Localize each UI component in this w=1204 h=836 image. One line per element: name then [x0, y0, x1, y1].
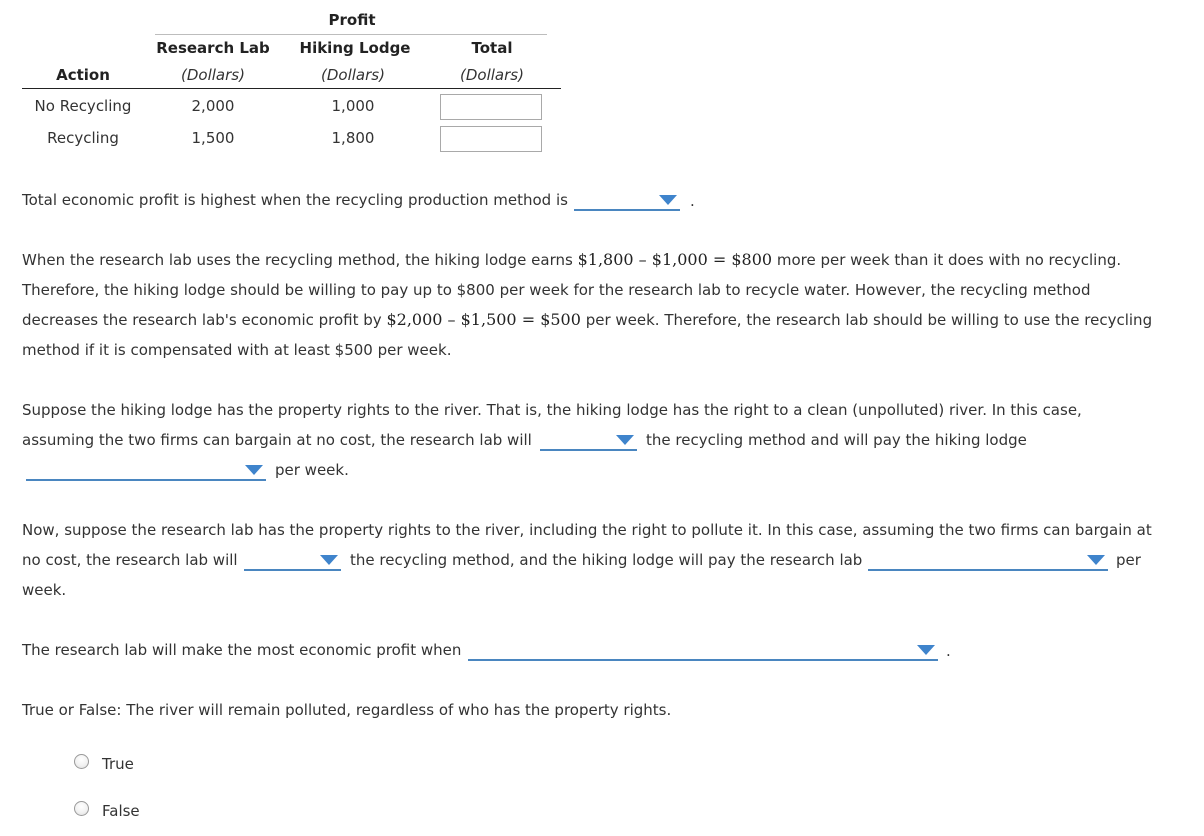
- row-hiking-lodge-value: 1,800: [331, 129, 375, 147]
- explanation-text: Therefore, the hiking lodge should be willing to pay up to $800 per week for the research lab to recycle water. However, the recycling method: [22, 281, 1091, 299]
- q2-text-after: the recycling method and will pay the hiking lodge: [646, 431, 1027, 449]
- col-unit-hiking-lodge: (Dollars): [321, 66, 385, 84]
- q1-period: .: [690, 192, 695, 210]
- chevron-down-icon: [659, 195, 677, 205]
- header-rule: [22, 88, 561, 89]
- explanation-text: decreases the research lab's economic profit by: [22, 311, 382, 329]
- radio-label-true[interactable]: True: [102, 755, 134, 773]
- q2-text: assuming the two firms can bargain at no cost, the research lab will: [22, 431, 532, 449]
- explanation-line-4: [22, 335, 451, 365]
- radio-label-false[interactable]: False: [102, 802, 140, 820]
- q3-text: no cost, the research lab will: [22, 551, 238, 569]
- explanation-text: more per week than it does with no recycling.: [776, 251, 1122, 269]
- chevron-down-icon: [1087, 555, 1105, 565]
- q1-text: Total economic profit is highest when the recycling production method is: [22, 191, 568, 209]
- q4-line: [22, 635, 461, 665]
- q3-text: week.: [22, 581, 67, 599]
- col-header-total: Total: [471, 39, 513, 57]
- q2-line-2a: [22, 425, 532, 455]
- chevron-down-icon: [917, 645, 935, 655]
- q4-condition-dropdown[interactable]: [468, 641, 938, 661]
- q5-text: True or False: The river will remain polluted, regardless of who has the property rights.: [22, 701, 672, 719]
- q2-research-lab-action-dropdown[interactable]: [540, 431, 637, 451]
- q3-per: per: [1116, 551, 1141, 569]
- row-hiking-lodge-value: 1,000: [331, 97, 375, 115]
- col-unit-total: (Dollars): [460, 66, 524, 84]
- q4-text: The research lab will make the most economic profit when: [22, 641, 462, 659]
- col-header-research-lab: Research Lab: [156, 39, 270, 57]
- q2-text: Suppose the hiking lodge has the property rights to the river. That is, the hiking lodge has the right to a clean (unpolluted) river. In this case,: [22, 401, 1082, 419]
- col-header-hiking-lodge: Hiking Lodge: [299, 39, 411, 57]
- q3-line-1: [22, 515, 1152, 545]
- explanation-line-1: [22, 245, 1121, 275]
- q2-per-week: per week.: [275, 461, 349, 479]
- q3-text-middle: the recycling method, and the hiking lodge will pay the research lab: [350, 551, 863, 569]
- q3-line-3: [22, 575, 66, 605]
- radio-button-false[interactable]: [74, 801, 89, 816]
- q3-research-lab-action-dropdown[interactable]: [244, 551, 341, 571]
- q1-line: [22, 185, 568, 215]
- total-input-recycling[interactable]: [440, 126, 542, 152]
- chevron-down-icon: [245, 465, 263, 475]
- profit-group-rule: [155, 34, 547, 35]
- col-header-action: Action: [56, 66, 110, 84]
- total-input-no-recycling[interactable]: [440, 94, 542, 120]
- row-action: No Recycling: [34, 97, 132, 115]
- q2-line-1: [22, 395, 1082, 425]
- explanation-line-3: [22, 305, 1152, 335]
- explanation-line-2: [22, 275, 1091, 305]
- explanation-math: $2,000 – $1,500 = $500: [386, 310, 581, 329]
- row-research-lab-value: 1,500: [191, 129, 235, 147]
- explanation-text: per week. Therefore, the research lab should be willing to use the recycling: [585, 311, 1153, 329]
- col-unit-research-lab: (Dollars): [181, 66, 245, 84]
- q3-text: Now, suppose the research lab has the property rights to the river, including the right to pollute it. In this case, assuming the two firms can bargain at: [22, 521, 1152, 539]
- q5-line: [22, 695, 671, 725]
- q1-recycling-method-dropdown[interactable]: [574, 191, 680, 211]
- chevron-down-icon: [616, 435, 634, 445]
- q3-line-2a: [22, 545, 238, 575]
- q2-payment-amount-dropdown[interactable]: [26, 461, 266, 481]
- explanation-math: $1,800 – $1,000 = $800: [577, 250, 773, 269]
- chevron-down-icon: [320, 555, 338, 565]
- explanation-text: method if it is compensated with at least $500 per week.: [22, 341, 452, 359]
- q4-period: .: [946, 642, 951, 660]
- q3-payment-amount-dropdown[interactable]: [868, 551, 1108, 571]
- row-research-lab-value: 2,000: [191, 97, 235, 115]
- radio-button-true[interactable]: [74, 754, 89, 769]
- profit-group-header: Profit: [328, 11, 376, 29]
- explanation-text: When the research lab uses the recycling method, the hiking lodge earns: [22, 251, 573, 269]
- row-action: Recycling: [47, 129, 119, 147]
